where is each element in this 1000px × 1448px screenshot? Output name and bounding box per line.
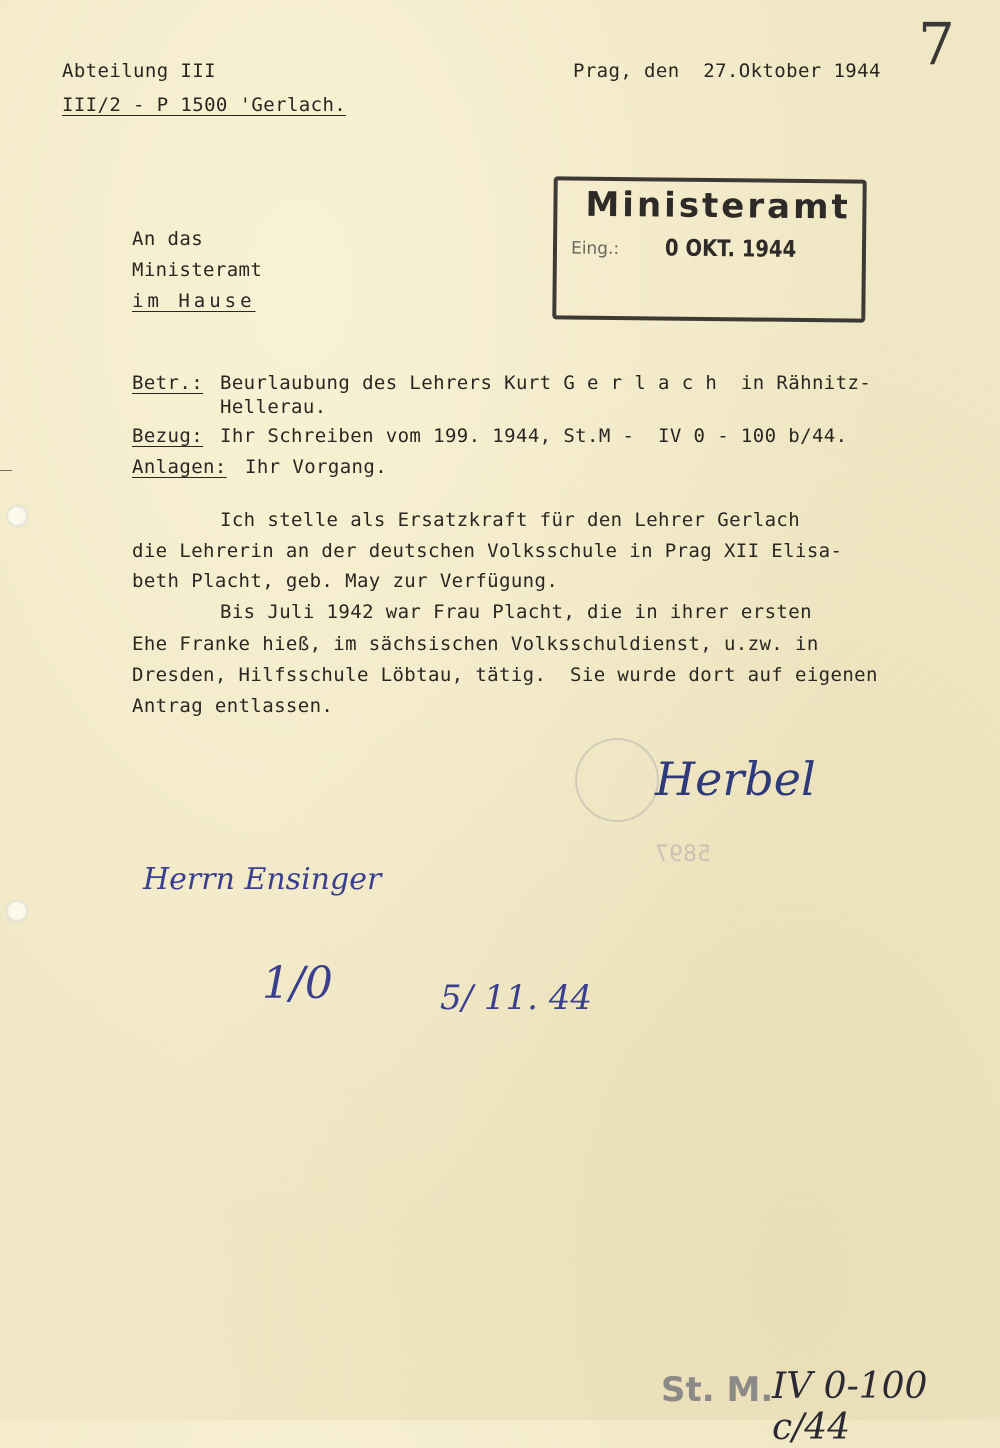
- body-p2-line-4: Antrag entlassen.: [132, 695, 334, 717]
- body-p2-line-1: Bis Juli 1942 war Frau Placht, die in ihrer ersten: [220, 601, 812, 623]
- stamp-date: 0 OKT. 1944: [664, 235, 797, 263]
- betr-line-1: Beurlaubung des Lehrers Kurt G e r l a c h in Rähnitz-: [220, 372, 872, 394]
- bezug-text: Ihr Schreiben vom 199. 1944, St.M - IV 0 - 100 b/44.: [220, 425, 848, 447]
- department: Abteilung III: [62, 60, 216, 82]
- ghost-stamp-impression: 5897: [655, 842, 711, 867]
- addressee-line-2: Ministeramt: [132, 259, 263, 281]
- file-reference-handwritten: IV 0-100 c/44: [772, 1366, 928, 1448]
- betr-line-2: Hellerau.: [220, 396, 327, 418]
- punch-hole-top: [6, 505, 28, 527]
- addressee-line-1: An das: [132, 228, 204, 250]
- anlagen-label: Anlagen:: [132, 456, 227, 478]
- body-p1-line-3: beth Placht, geb. May zur Verfügung.: [132, 570, 559, 592]
- faint-seal: [575, 738, 659, 822]
- received-stamp: [552, 176, 866, 322]
- handwritten-date: 5/ 11. 44: [440, 978, 593, 1018]
- body-p1-line-2: die Lehrerin an der deutschen Volksschule in Prag XII Elisa-: [132, 540, 843, 562]
- handwritten-mark: 1/0: [262, 958, 333, 1009]
- reference-number: III/2 - P 1500 'Gerlach.: [62, 94, 347, 116]
- stamp-title: Ministeramt: [585, 184, 851, 228]
- file-reference-stamp: St. M.: [661, 1370, 774, 1410]
- betr-label: Betr.:: [132, 372, 204, 394]
- addressee-line-3: im Hause: [132, 290, 256, 312]
- bezug-label: Bezug:: [132, 425, 204, 447]
- body-p1-line-1: Ich stelle als Ersatzkraft für den Lehrer Gerlach: [220, 509, 801, 531]
- fold-mark: [0, 470, 12, 471]
- page-number: 7: [918, 10, 955, 78]
- handwritten-note: Herrn Ensinger: [143, 862, 382, 897]
- letter-date: Prag, den 27.Oktober 1944: [573, 60, 881, 82]
- stamp-eing-label: Eing.:: [570, 238, 620, 260]
- body-p2-line-2: Ehe Franke hieß, im sächsischen Volksschuldienst, u.zw. in: [132, 633, 819, 655]
- punch-hole-bottom: [6, 900, 28, 922]
- anlagen-text: Ihr Vorgang.: [245, 456, 388, 478]
- signature: Herbel: [655, 752, 816, 806]
- body-p2-line-3: Dresden, Hilfsschule Löbtau, tätig. Sie wurde dort auf eigenen: [132, 664, 878, 686]
